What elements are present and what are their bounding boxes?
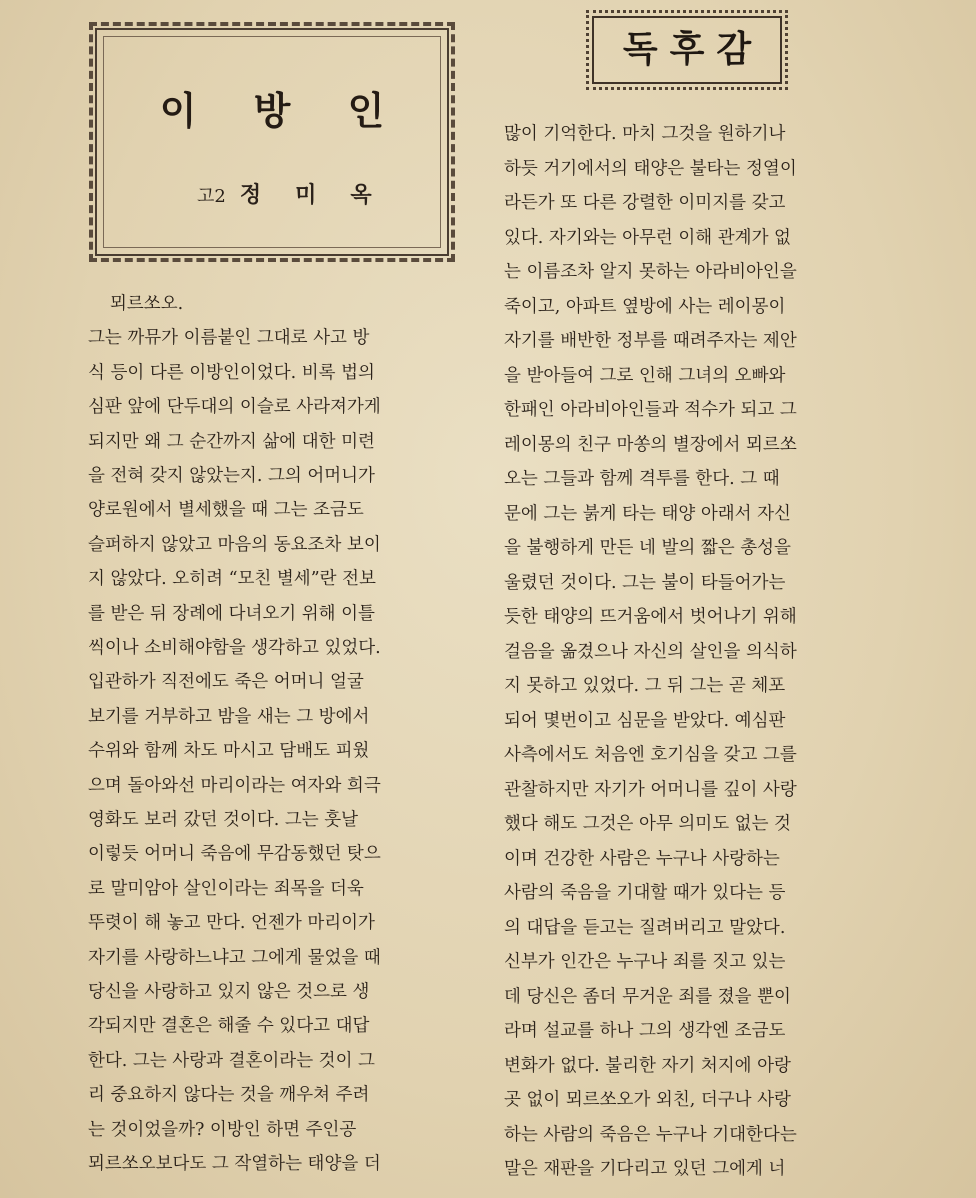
text-line: 는 이름조차 알지 못하는 아라비아인을 <box>504 262 797 282</box>
author-line <box>197 178 406 209</box>
text-line: 씩이나 소비해야함을 생각하고 있었다. <box>88 638 381 658</box>
text-line: 지 않았다. 오히려 “모친 별세”란 전보 <box>88 569 376 590</box>
text-line: 식 등이 다른 이방인이었다. 비록 법의 <box>88 362 375 383</box>
text-line: 그는 까뮤가 이름붙인 그대로 사고 방 <box>88 328 370 349</box>
text-line: 을 전혀 갖지 않았는지. 그의 어머니가 <box>88 466 375 486</box>
text-line: 울렸던 것이다. 그는 불이 타들어가는 <box>504 572 786 593</box>
text-line: 레이몽의 친구 마쏭의 별장에서 뫼르쏘 <box>504 434 797 455</box>
text-line: 신부가 인간은 누구나 죄를 짓고 있는 <box>504 952 786 972</box>
section-header: 독후감 <box>622 28 764 70</box>
text-line: 입관하가 직전에도 죽은 어머니 얼굴 <box>88 672 364 693</box>
text-line: 을 받아들여 그로 인해 그녀의 오빠와 <box>504 365 786 386</box>
text-line: 사람의 죽음을 기대할 때가 있다는 등 <box>504 883 786 903</box>
text-line: 듯한 태양의 뜨거움에서 벗어나기 위해 <box>504 607 797 627</box>
text-line: 관찰하지만 자기가 어머니를 깊이 사랑 <box>504 779 797 800</box>
text-line: 오는 그들과 함께 격투를 한다. 그 때 <box>504 469 780 489</box>
text-line: 많이 기억한다. 마치 그것을 원하기나 <box>504 124 786 144</box>
text-line: 되어 몇번이고 심문을 받았다. 예심판 <box>504 710 786 731</box>
text-line: 한다. 그는 사랑과 결혼이라는 것이 그 <box>88 1050 375 1071</box>
text-line: 보기를 거부하고 밤을 새는 그 방에서 <box>88 706 370 727</box>
text-line: 자기를 사랑하느냐고 그에게 물었을 때 <box>88 947 381 968</box>
text-line: 를 받은 뒤 장례에 다녀오기 위해 이틀 <box>88 603 375 624</box>
text-line: 영화도 보러 갔던 것이다. 그는 훗날 <box>88 810 359 830</box>
text-line: 했다 해도 그것은 아무 의미도 없는 것 <box>504 814 791 834</box>
text-line: 뚜렷이 해 놓고 만다. 언젠가 마리이가 <box>88 913 375 934</box>
text-line: 하듯 거기에서의 태양은 불타는 정열이 <box>504 158 797 179</box>
text-line: 지 못하고 있었다. 그 뒤 그는 곧 체포 <box>504 676 786 696</box>
text-line: 라든가 또 다른 강렬한 이미지를 갖고 <box>504 193 786 213</box>
text-line: 이렇듯 어머니 죽음에 무감동했던 탓으 <box>88 844 381 865</box>
text-line: 곳 없이 뫼르쏘오가 외친, 더구나 사랑 <box>504 1090 791 1110</box>
text-line: 변화가 없다. 불리한 자기 처지에 아랑 <box>504 1055 791 1076</box>
text-line: 라며 설교를 하나 그의 생각엔 조금도 <box>504 1021 786 1041</box>
text-line: 되지만 왜 그 순간까지 삶에 대한 미련 <box>88 431 375 452</box>
text-line: 사측에서도 처음엔 호기심을 갖고 그를 <box>504 745 797 765</box>
text-line: 자기를 배반한 정부를 때려주자는 제안 <box>504 331 797 351</box>
text-line: 양로원에서 별세했을 때 그는 조금도 <box>88 500 364 521</box>
text-line: 의 대답을 듣고는 질려버리고 말았다. <box>504 917 786 938</box>
text-line: 문에 그는 붉게 타는 태양 아래서 자신 <box>504 503 791 524</box>
text-line: 걸음을 옮겼으나 자신의 살인을 의식하 <box>504 641 797 662</box>
text-line: 로 말미암아 살인이라는 죄목을 더욱 <box>88 878 364 899</box>
text-line: 을 불행하게 만든 네 발의 짧은 총성을 <box>504 538 791 558</box>
text-line: 슬퍼하지 않았고 마음의 동요조차 보이 <box>88 534 381 555</box>
title-box <box>95 28 449 256</box>
text-line: 이며 건강한 사람은 누구나 사랑하는 <box>504 848 780 869</box>
text-line: 으며 돌아와선 마리이라는 여자와 희극 <box>88 775 381 796</box>
text-line: 각되지만 결혼은 해줄 수 있다고 대답 <box>88 1016 370 1037</box>
text-line: 데 당신은 좀더 무거운 죄를 졌을 뿐이 <box>504 986 791 1007</box>
author-name: 정미옥 <box>239 182 406 208</box>
text-line: 수위와 함께 차도 마시고 담배도 피웠 <box>88 741 370 762</box>
text-line: 한패인 아라비아인들과 적수가 되고 그 <box>504 400 797 420</box>
text-line: 죽이고, 아파트 옆방에 사는 레이몽이 <box>504 296 786 317</box>
text-line: 리 중요하지 않다는 것을 깨우쳐 주려 <box>88 1085 370 1106</box>
text-line: 당신을 사랑하고 있지 않은 것으로 생 <box>88 982 370 1002</box>
text-line: 하는 사람의 죽음은 누구나 기대한다는 <box>504 1124 797 1145</box>
text-line: 는 것이었을까? 이방인 하면 주인공 <box>88 1119 357 1140</box>
story-title: 이 방 인 <box>159 88 407 133</box>
text-line: 뫼르쏘오보다도 그 작열하는 태양을 더 <box>88 1154 381 1174</box>
author-grade: 고2 <box>197 186 226 207</box>
section-header-box <box>592 16 782 84</box>
text-line: 있다. 자기와는 아무런 이해 관계가 없 <box>504 227 791 248</box>
text-line: 말은 재판을 기다리고 있던 그에게 너 <box>504 1159 786 1179</box>
text-line: 심판 앞에 단두대의 이슬로 사라져가게 <box>88 397 381 418</box>
text-line: 뫼르쏘오. <box>110 294 184 314</box>
